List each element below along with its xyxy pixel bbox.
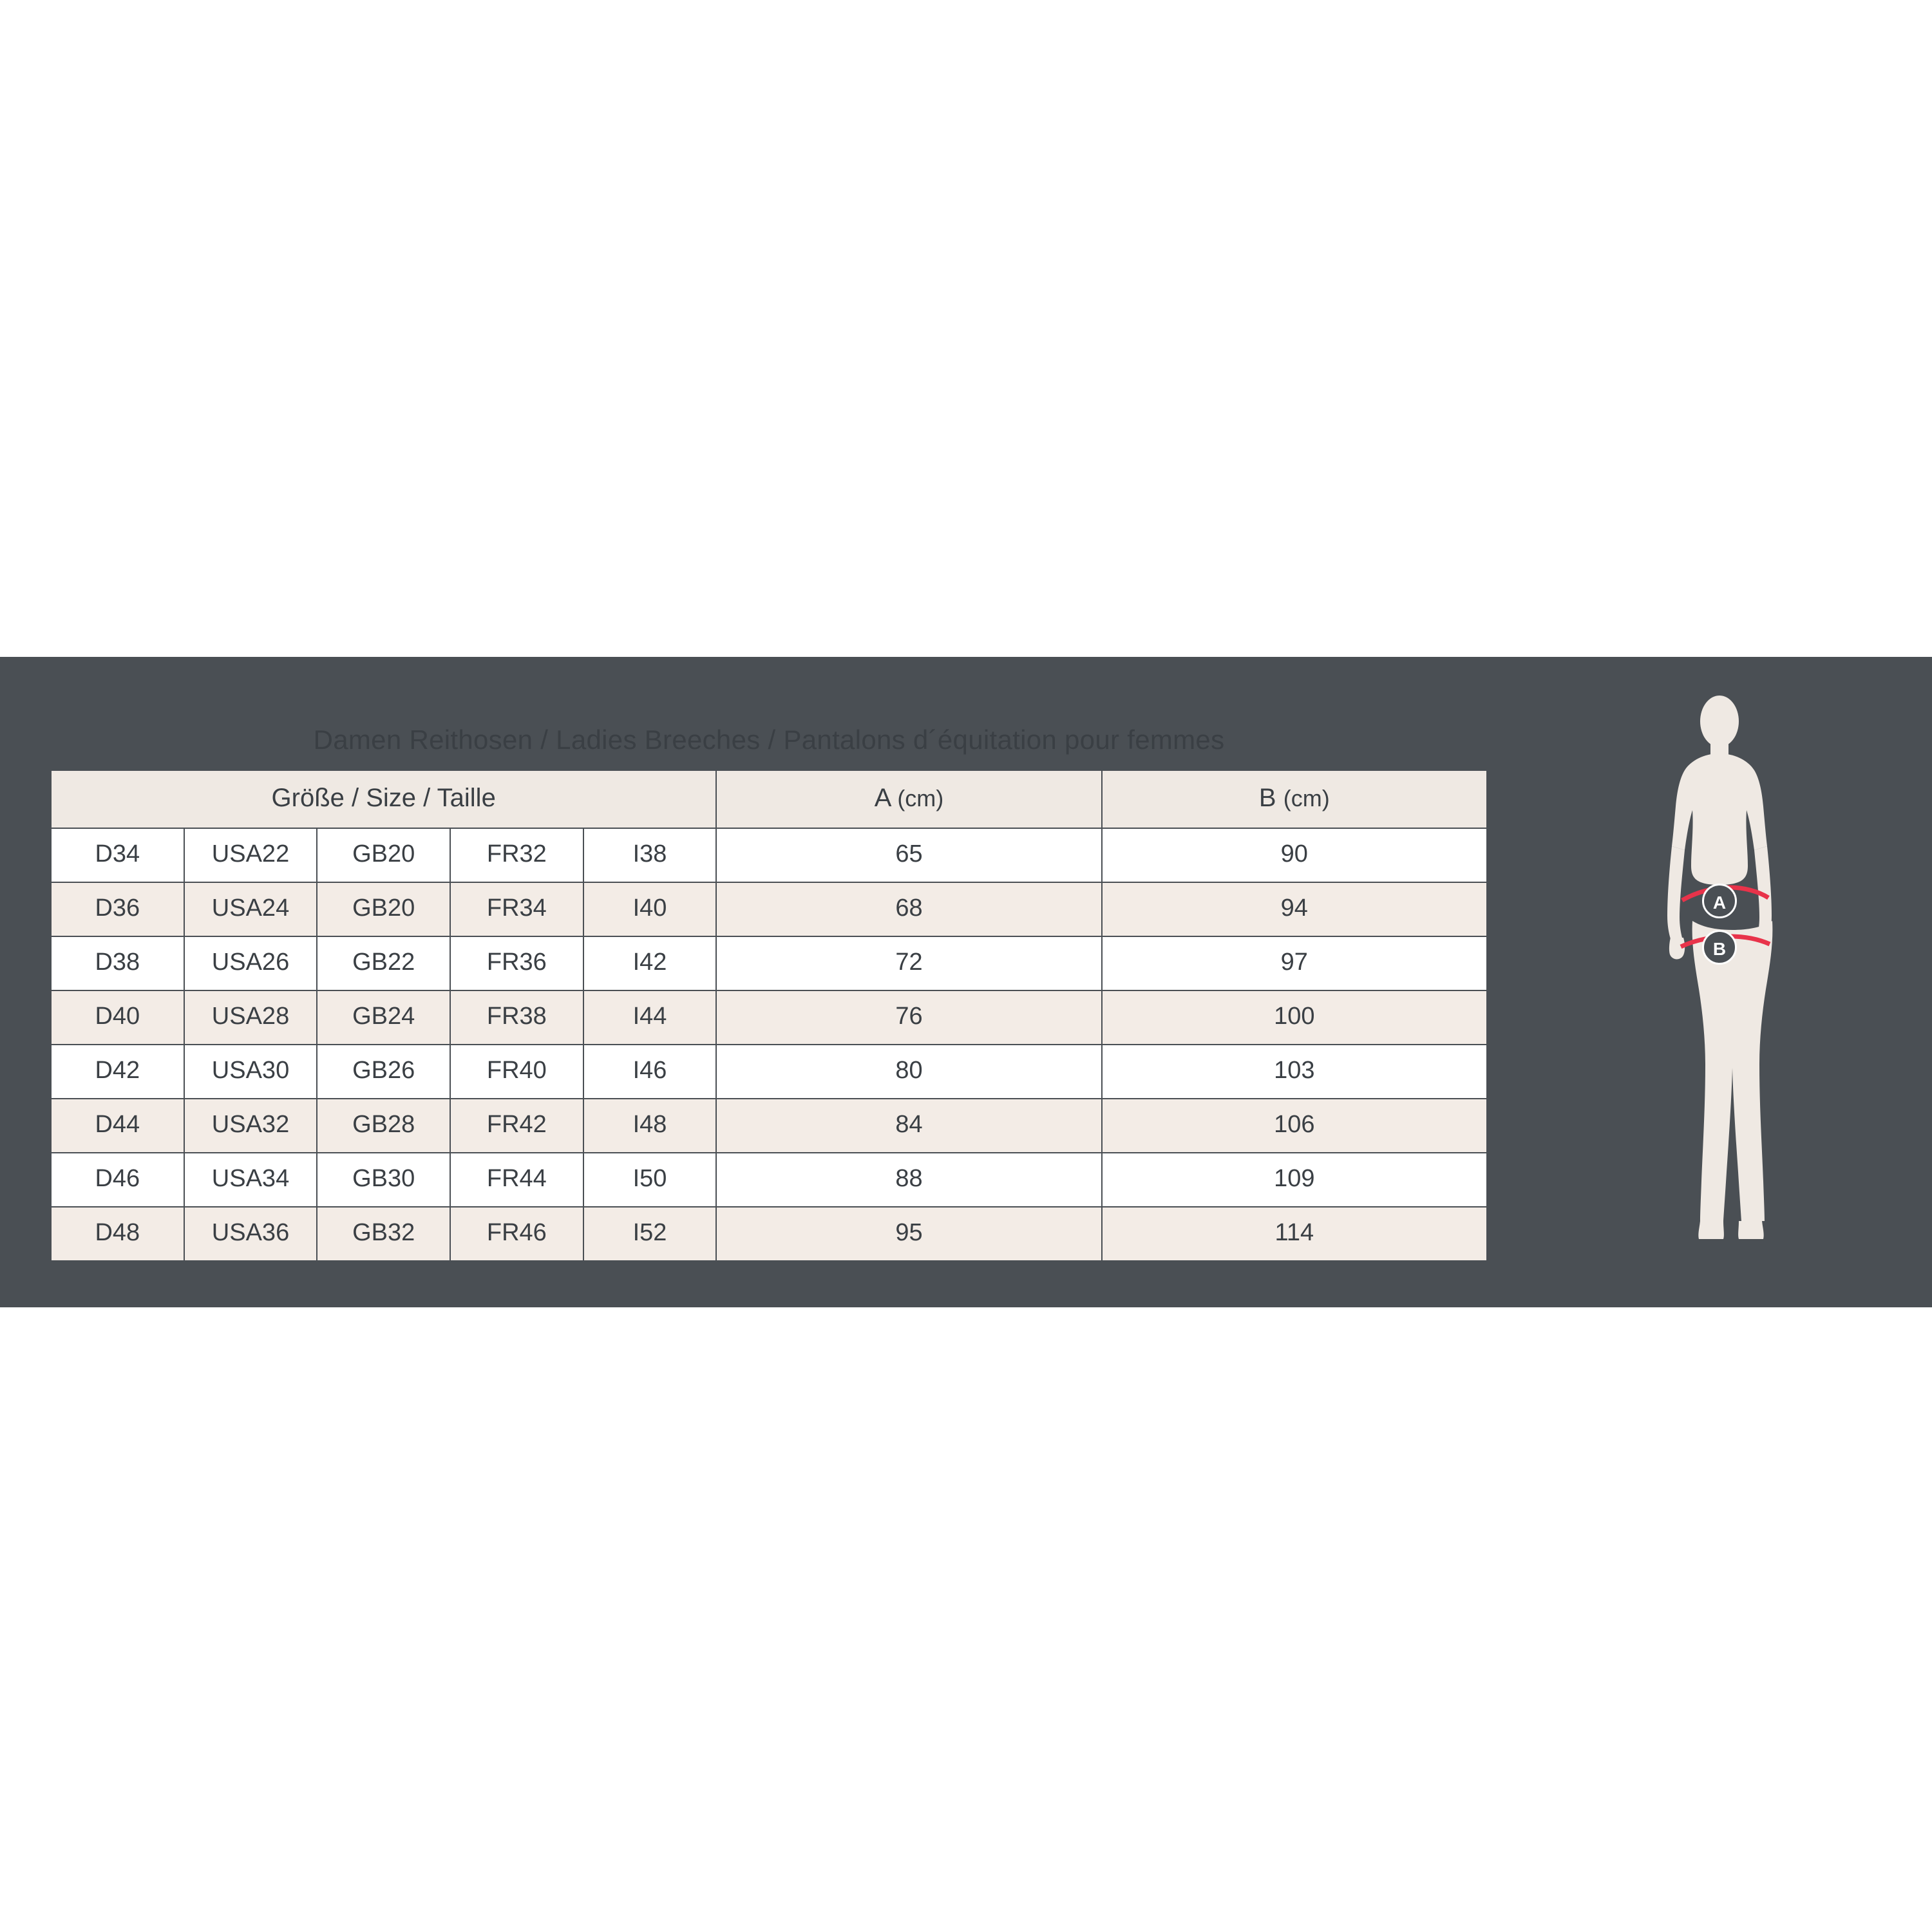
table-row [51, 828, 1487, 882]
cell-gb: GB22 [317, 936, 450, 990]
cell-it: I44 [583, 990, 717, 1045]
cell-b: 90 [1102, 828, 1487, 882]
cell-gb: GB20 [317, 828, 450, 882]
table-row [51, 1099, 1487, 1153]
cell-usa: USA36 [184, 1207, 317, 1261]
cell-usa: USA28 [184, 990, 317, 1045]
cell-de: D48 [51, 1207, 184, 1261]
table-row [51, 990, 1487, 1045]
cell-usa: USA34 [184, 1153, 317, 1207]
table-row [51, 936, 1487, 990]
cell-it: I38 [583, 828, 717, 882]
cell-b: 103 [1102, 1045, 1487, 1099]
cell-fr: FR46 [450, 1207, 583, 1261]
cell-de: D42 [51, 1045, 184, 1099]
cell-de: D34 [51, 828, 184, 882]
cell-it: I50 [583, 1153, 717, 1207]
cell-gb: GB32 [317, 1207, 450, 1261]
cell-gb: GB28 [317, 1099, 450, 1153]
cell-a: 84 [716, 1099, 1101, 1153]
column-header-a [716, 770, 1101, 828]
cell-it: I40 [583, 882, 717, 936]
cell-de: D40 [51, 990, 184, 1045]
column-header-b [1102, 770, 1487, 828]
female-silhouette-icon [1636, 694, 1803, 1287]
cell-b: 106 [1102, 1099, 1487, 1153]
cell-b: 100 [1102, 990, 1487, 1045]
cell-fr: FR32 [450, 828, 583, 882]
cell-it: I52 [583, 1207, 717, 1261]
cell-fr: FR38 [450, 990, 583, 1045]
cell-b: 97 [1102, 936, 1487, 990]
table-row [51, 1045, 1487, 1099]
cell-b: 109 [1102, 1153, 1487, 1207]
size-table-container [50, 712, 1488, 1262]
cell-gb: GB20 [317, 882, 450, 936]
cell-usa: USA22 [184, 828, 317, 882]
cell-de: D38 [51, 936, 184, 990]
cell-usa: USA24 [184, 882, 317, 936]
cell-fr: FR44 [450, 1153, 583, 1207]
cell-a: 68 [716, 882, 1101, 936]
table-row [51, 1207, 1487, 1261]
cell-gb: GB24 [317, 990, 450, 1045]
measure-badge-b: B [1702, 930, 1737, 965]
cell-usa: USA26 [184, 936, 317, 990]
cell-a: 80 [716, 1045, 1101, 1099]
cell-de: D46 [51, 1153, 184, 1207]
measure-badge-a: A [1702, 884, 1737, 918]
cell-fr: FR34 [450, 882, 583, 936]
cell-a: 95 [716, 1207, 1101, 1261]
column-header-b-unit: (cm) [1283, 784, 1330, 811]
cell-it: I42 [583, 936, 717, 990]
cell-b: 114 [1102, 1207, 1487, 1261]
cell-gb: GB30 [317, 1153, 450, 1207]
column-header-a-unit: (cm) [897, 784, 944, 811]
cell-fr: FR36 [450, 936, 583, 990]
cell-de: D44 [51, 1099, 184, 1153]
column-header-a-label: A [874, 783, 891, 812]
column-header-b-label: B [1258, 783, 1276, 812]
table-header-row [51, 770, 1487, 828]
cell-gb: GB26 [317, 1045, 450, 1099]
cell-a: 88 [716, 1153, 1101, 1207]
cell-it: I48 [583, 1099, 717, 1153]
cell-fr: FR40 [450, 1045, 583, 1099]
page-title: Damen Reithosen / Ladies Breeches / Pantalons d´équitation pour femmes [51, 712, 1487, 770]
cell-a: 72 [716, 936, 1101, 990]
cell-de: D36 [51, 882, 184, 936]
column-header-size-group: Größe / Size / Taille [51, 770, 716, 828]
body-measurement-figure [1636, 694, 1803, 1287]
cell-usa: USA32 [184, 1099, 317, 1153]
size-chart-banner [0, 657, 1932, 1307]
cell-a: 76 [716, 990, 1101, 1045]
table-row [51, 1153, 1487, 1207]
cell-fr: FR42 [450, 1099, 583, 1153]
cell-b: 94 [1102, 882, 1487, 936]
cell-it: I46 [583, 1045, 717, 1099]
size-table [50, 712, 1488, 1262]
size-table-body [51, 828, 1487, 1261]
table-row [51, 882, 1487, 936]
cell-usa: USA30 [184, 1045, 317, 1099]
cell-a: 65 [716, 828, 1101, 882]
table-title-row [51, 712, 1487, 770]
